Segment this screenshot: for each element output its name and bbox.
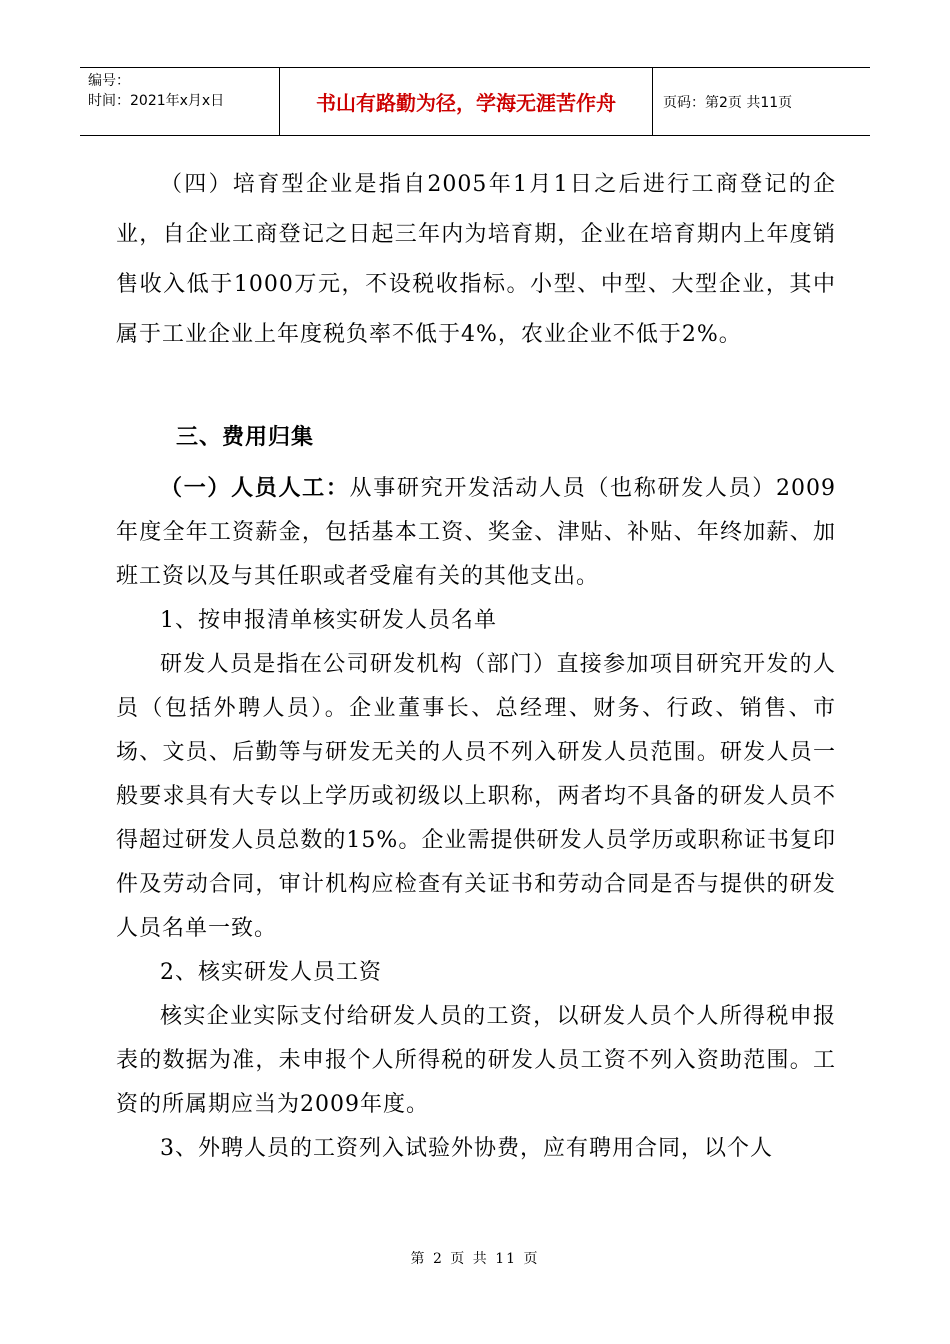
- paragraph-cultivation-enterprise: （四）培育型企业是指自2005年1月1日之后进行工商登记的企业，自企业工商登记之日起三年内为培育期，企业在培育期内上年度销售收入低于1000万元，不设税收指标。小型、中型、大型企业，其中属于工业企业上年度税负率不低于4%，农业企业不低于2%。: [116, 172, 836, 347]
- section-title-expense-collection: 三、费用归集: [176, 424, 315, 450]
- subheading-personnel-labor: （一）人员人工：: [160, 475, 350, 501]
- header-meta: [80, 68, 280, 135]
- item-1-text: 研发人员是指在公司研发机构（部门）直接参加项目研究开发的人员（包括外聘人员）。企业董事长、总经理、财务、行政、销售、市场、文员、后勤等与研发无关的人员不列入研发人员范围。研发人员一般要求具有大专以上学历或初级以上职称，两者均不具备的研发人员不得超过研发人员总数的15%。企业需提供研发人员学历或职称证书复印件及劳动合同，审计机构应检查有关证书和劳动合同是否与提供的研发人员名单一致。: [116, 652, 836, 941]
- paragraph-personnel-labor: [116, 466, 836, 599]
- paragraph-gap: [116, 360, 836, 408]
- page-footer: 第 2 页 共 11 页: [410, 1251, 540, 1267]
- personnel-labor-text: 从事研究开发活动人员（也称研发人员）2009年度全年工资薪金，包括基本工资、奖金、津贴、补贴、年终加薪、加班工资以及与其任职或者受雇有关的其他支出。: [116, 476, 836, 589]
- document-time-label: 时间：2021年x月x日: [88, 93, 225, 109]
- item-2-text: 核实企业实际支付给研发人员的工资，以研发人员个人所得税申报表的数据为准，未申报个人所得税的研发人员工资不列入资助范围。工资的所属期应当为2009年度。: [116, 1004, 836, 1117]
- document-number-label: 编号：: [88, 73, 130, 89]
- item-3-text: 3、外聘人员的工资列入试验外协费，应有聘用合同，以个人: [160, 1136, 773, 1161]
- document-body: [116, 160, 836, 1171]
- page-header: [80, 67, 870, 136]
- item-1-title: 1、按申报清单核实研发人员名单: [160, 608, 497, 633]
- item-2-title: 2、核实研发人员工资: [160, 960, 382, 985]
- header-page-info: 页码：第2页 共11页: [663, 94, 793, 111]
- header-motto: 书山有路勤为径，学海无涯苦作舟: [280, 68, 653, 135]
